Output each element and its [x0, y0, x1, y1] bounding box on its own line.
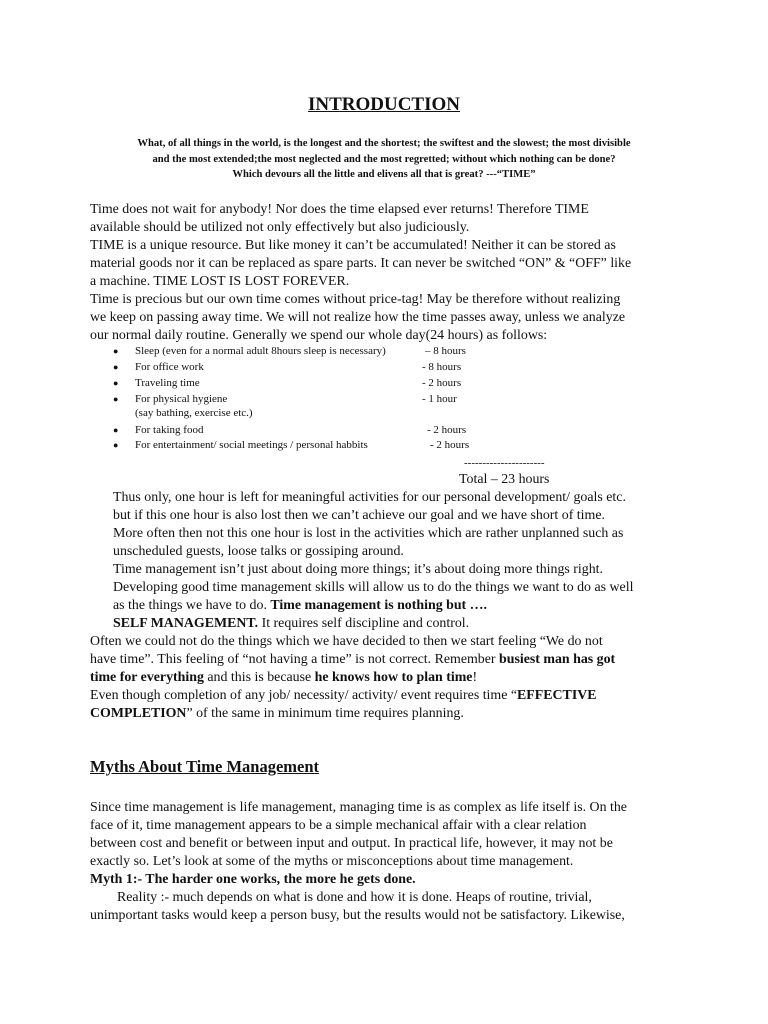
total-rule: ---------------------- [464, 457, 545, 469]
paragraph-line [113, 597, 487, 615]
opening-quote [90, 136, 678, 183]
routine-duration: - 8 hours [422, 361, 462, 373]
text-run: have time”. This feeling of “not having a time” is not correct. Remember [90, 652, 499, 667]
paragraph-line: TIME is a unique resource. But like money it can’t be accumulated! Neither it can be stored as [90, 238, 616, 253]
routine-activity: For physical hygiene [135, 393, 228, 405]
paragraph-line: Often we could not do the things which we have decided to then we start feeling “We do not [90, 634, 603, 649]
emphasis-text: busiest man has got [499, 652, 616, 667]
quote-line: Which devours all the little and elivens all that is great? ---“TIME” [232, 169, 536, 180]
routine-duration: - 1 hour [422, 393, 457, 405]
emphasis-text: SELF MANAGEMENT. [113, 616, 259, 631]
paragraph-line: exactly so. Let’s look at some of the myths or misconceptions about time management. [90, 854, 574, 869]
paragraph-line: unimportant tasks would keep a person busy, but the results would not be satisfactory. Likewise, [90, 908, 625, 923]
paragraph-line: Time is precious but our own time comes without price-tag! May be therefore without realizing [90, 292, 621, 307]
paragraph-line: material goods nor it can be replaced as spare parts. It can never be switched “ON” & “OFF” like [90, 256, 632, 271]
routine-duration: - 2 hours [427, 424, 467, 436]
paragraph-line: Time management isn’t just about doing more things; it’s about doing more things right. [113, 562, 604, 577]
quote-line: What, of all things in the world, is the longest and the shortest; the swiftest and the slowest; the most divisible [137, 138, 631, 149]
paragraph-line: Since time management is life management, managing time is as complex as life itself is. On the [90, 800, 627, 815]
paragraph-line: Reality :- much depends on what is done and how it is done. Heaps of routine, trivial, [117, 890, 592, 905]
bullet-icon: ● [113, 394, 119, 404]
emphasis-text: EFFECTIVE [517, 688, 597, 703]
routine-activity: For taking food [135, 424, 204, 436]
routine-duration: - 2 hours [430, 439, 470, 451]
paragraph-line [90, 669, 477, 687]
routine-activity: Sleep (even for a normal adult 8hours sleep is necessary) [135, 345, 386, 357]
routine-activity: For entertainment/ social meetings / personal habbits [135, 439, 368, 451]
paragraph-line: Developing good time management skills will allow us to do the things we want to do as well [113, 580, 634, 595]
bullet-icon: ● [113, 362, 119, 372]
emphasis-text: he knows how to plan time [314, 670, 473, 685]
paragraph-line [113, 615, 469, 633]
text-run: ” of the same in minimum time requires planning. [186, 706, 464, 721]
paragraph-line: Thus only, one hour is left for meaningful activities for our personal development/ goals etc. [113, 490, 626, 505]
paragraph-line [90, 705, 464, 723]
routine-activity-note: (say bathing, exercise etc.) [135, 407, 253, 419]
paragraph-line: but if this one hour is also lost then we can’t achieve our goal and we have short of time. [113, 508, 605, 523]
emphasis-text: COMPLETION [90, 706, 187, 721]
text-run: ! [472, 670, 478, 685]
paragraph-line: unscheduled guests, loose talks or gossiping around. [113, 544, 404, 559]
section-heading: Myths About Time Management [90, 757, 320, 776]
quote-line: and the most extended;the most neglected and the most regretted; without which nothing can be done? [152, 153, 616, 165]
emphasis-text: time for everything [90, 670, 204, 685]
paragraph-line [90, 687, 597, 705]
text-run: and this is because [203, 670, 315, 685]
bullet-icon: ● [113, 425, 119, 435]
paragraph-line: face of it, time management appears to be a simple mechanical affair with a clear relation [90, 818, 587, 833]
page-title: INTRODUCTION [307, 94, 461, 115]
routine-activity: Traveling time [135, 377, 200, 389]
paragraph-line: we keep on passing away time. We will not realize how the time passes away, unless we analyze [90, 310, 626, 325]
routine-duration: – 8 hours [425, 345, 466, 357]
emphasis-text: Time management is nothing but …. [270, 598, 488, 613]
paragraph-line: a machine. TIME LOST IS LOST FOREVER. [90, 274, 350, 289]
paragraph-line: available should be utilized not only effectively but also judiciously. [90, 220, 470, 235]
text-run: It requires self discipline and control. [258, 616, 470, 631]
routine-activity: For office work [135, 361, 204, 373]
routine-total: Total – 23 hours [459, 472, 550, 487]
paragraph-line: Time does not wait for anybody! Nor does the time elapsed ever returns! Therefore TIME [90, 202, 589, 217]
text-run: Even though completion of any job/ necessity/ activity/ event requires time “ [90, 688, 518, 703]
myth-heading: Myth 1:- The harder one works, the more he gets done. [90, 872, 416, 887]
paragraph-line: between cost and benefit or between input and output. In practical life, however, it may not be [90, 836, 613, 851]
paragraph-line [90, 651, 615, 669]
routine-duration: - 2 hours [422, 377, 462, 389]
bullet-icon: ● [113, 346, 119, 356]
bullet-icon: ● [113, 378, 119, 388]
text-run: as the things we have to do. [113, 598, 271, 613]
paragraph-line: our normal daily routine. Generally we spend our whole day(24 hours) as follows: [90, 328, 548, 343]
paragraph-line: More often then not this one hour is lost in the activities which are rather unplanned such as [113, 526, 624, 541]
bullet-icon: ● [113, 440, 119, 450]
